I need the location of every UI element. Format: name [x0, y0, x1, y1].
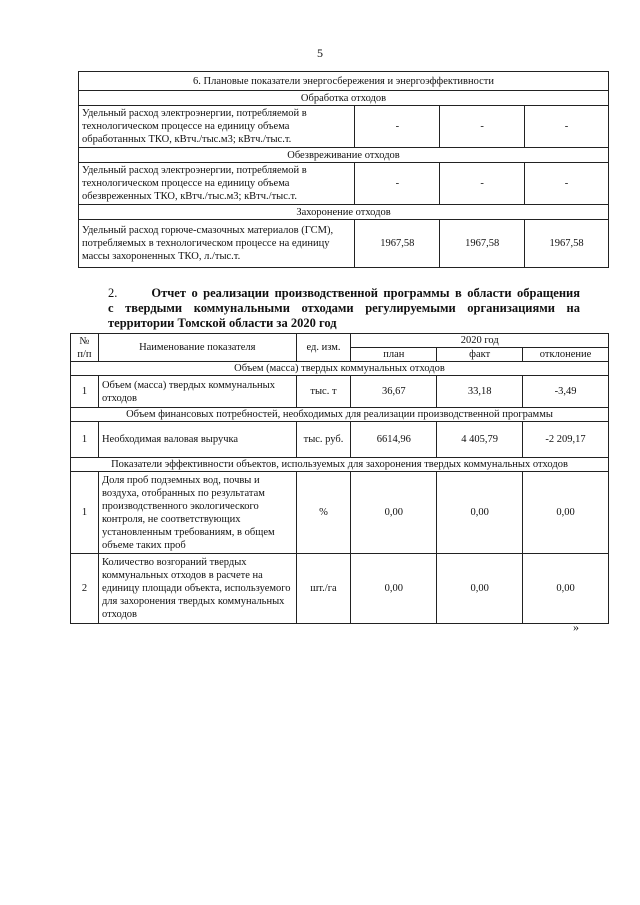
indicator-value: - [525, 163, 609, 205]
row-num: 1 [71, 422, 99, 458]
table-row [71, 376, 609, 408]
col-header-year: 2020 год [351, 334, 609, 348]
heading-line-1: Отчет о реализации производственной программы в области обращения [151, 286, 580, 300]
row-plan: 36,67 [351, 376, 437, 408]
row-num: 1 [71, 472, 99, 554]
row-name: Количество возгораний твердых коммунальных отходов в расчете на единицу площади объекта, используемого для захоронения твердых коммунальных отходов [98, 554, 296, 624]
indicator-name: Удельный расход электроэнергии, потребляемой в технологическом процессе на единицу объема обезвреженных ТКО, кВтч./тыс.м3; кВтч./тыс.т. [79, 163, 355, 205]
col-header-name: Наименование показателя [98, 334, 296, 362]
heading-line-3: территории Томской области за 2020 год [108, 316, 337, 330]
table-row [79, 220, 609, 268]
row-plan: 6614,96 [351, 422, 437, 458]
col-header-unit: ед. изм. [296, 334, 351, 362]
indicator-value: 1967,58 [440, 220, 525, 268]
row-unit: шт./га [296, 554, 351, 624]
indicator-value: - [525, 106, 609, 148]
closing-quote-mark: » [573, 620, 579, 634]
table-row [79, 106, 609, 148]
col-header-plan: план [351, 348, 437, 362]
indicator-value: - [440, 106, 525, 148]
col-header-fact: факт [437, 348, 523, 362]
table-row [71, 422, 609, 458]
row-num: 1 [71, 376, 99, 408]
heading-number: 2. [108, 286, 118, 300]
section-header-neutralization: Обезвреживание отходов [79, 148, 609, 163]
energy-efficiency-table [78, 71, 609, 268]
row-fact: 0,00 [437, 472, 523, 554]
row-unit: тыс. т [296, 376, 351, 408]
row-num: 2 [71, 554, 99, 624]
heading-line-2: с твердыми коммунальными отходами регулируемыми организациями на [108, 301, 580, 315]
page-number: 5 [317, 46, 323, 60]
row-deviation: -3,49 [523, 376, 609, 408]
row-deviation: -2 209,17 [523, 422, 609, 458]
section-heading [108, 286, 580, 331]
indicator-value: - [355, 163, 440, 205]
section-header-financial-needs: Объем финансовых потребностей, необходимых для реализации производственной программы [71, 408, 609, 422]
row-unit: тыс. руб. [296, 422, 351, 458]
row-deviation: 0,00 [523, 554, 609, 624]
section-header-processing: Обработка отходов [79, 91, 609, 106]
indicator-value: - [440, 163, 525, 205]
col-header-deviation: отклонение [523, 348, 609, 362]
col-header-num: № п/п [71, 334, 99, 362]
program-report-table [70, 333, 609, 624]
row-plan: 0,00 [351, 472, 437, 554]
row-plan: 0,00 [351, 554, 437, 624]
section-header-efficiency: Показатели эффективности объектов, используемых для захоронения твердых коммунальных отходов [71, 458, 609, 472]
row-name: Необходимая валовая выручка [98, 422, 296, 458]
indicator-name: Удельный расход горюче-смазочных материалов (ГСМ), потребляемых в технологическом процессе на единицу массы захороненных ТКО, л./тыс.т. [79, 220, 355, 268]
section-header-waste-volume: Объем (масса) твердых коммунальных отходов [71, 362, 609, 376]
table-row [79, 163, 609, 205]
indicator-name: Удельный расход электроэнергии, потребляемой в технологическом процессе на единицу объема обработанных ТКО, кВтч./тыс.м3; кВтч./тыс.т. [79, 106, 355, 148]
row-fact: 0,00 [437, 554, 523, 624]
row-fact: 33,18 [437, 376, 523, 408]
row-fact: 4 405,79 [437, 422, 523, 458]
energy-table-title: 6. Плановые показатели энергосбережения и энергоэффективности [79, 72, 609, 91]
row-name: Объем (масса) твердых коммунальных отходов [98, 376, 296, 408]
row-name: Доля проб подземных вод, почвы и воздуха, отобранных по результатам производственного экологического контроля, не соответствующих установленным требованиям, в общем объеме таких проб [98, 472, 296, 554]
indicator-value: 1967,58 [355, 220, 440, 268]
indicator-value: - [355, 106, 440, 148]
section-header-burial: Захоронение отходов [79, 205, 609, 220]
table-row [71, 472, 609, 554]
table-row [71, 554, 609, 624]
row-unit: % [296, 472, 351, 554]
indicator-value: 1967,58 [525, 220, 609, 268]
row-deviation: 0,00 [523, 472, 609, 554]
